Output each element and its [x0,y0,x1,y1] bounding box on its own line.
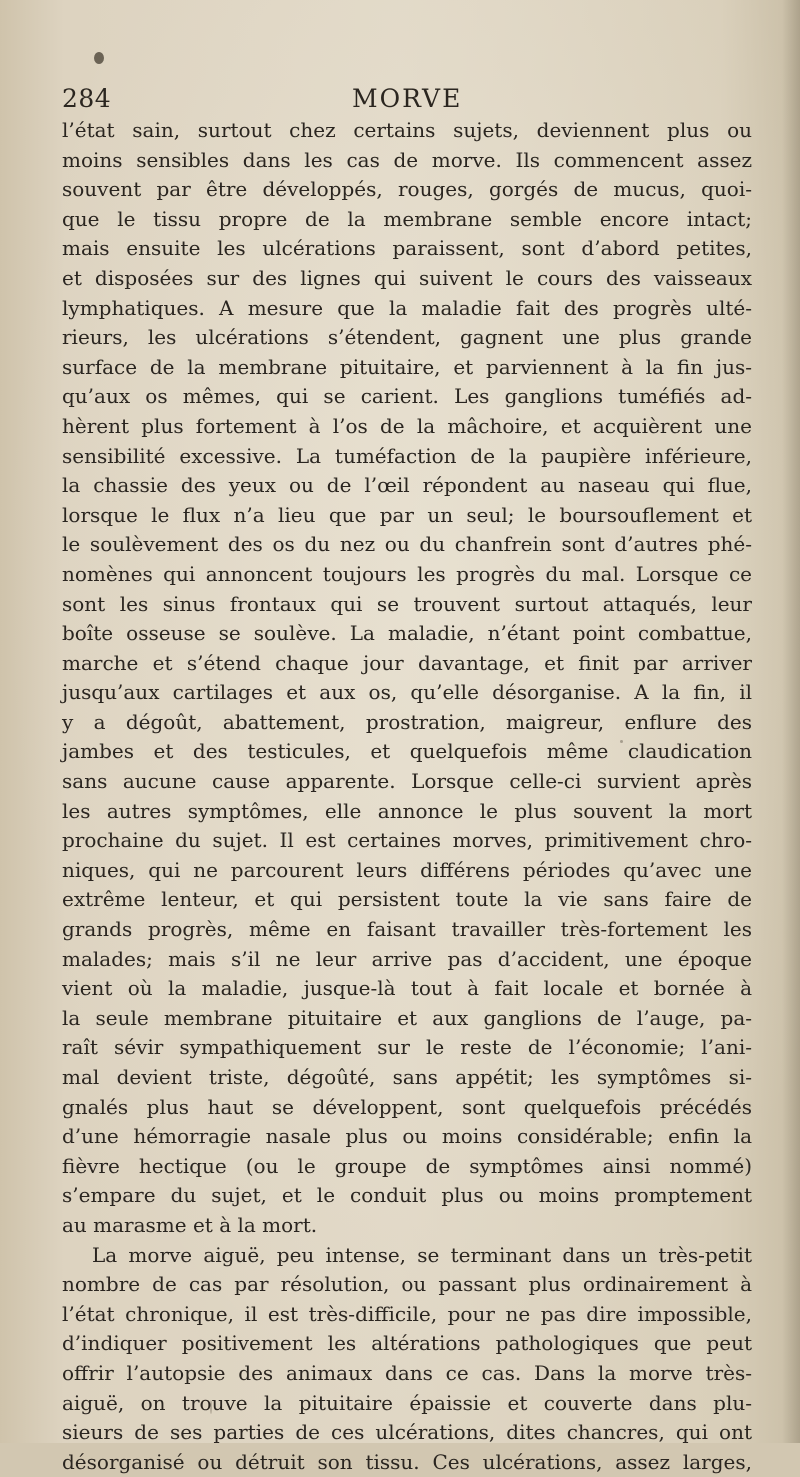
text-line: La morve aiguë, peu intense, se terminant dans un très-petit [92,1242,752,1267]
text-line: l’état sain, surtout chez certains sujets, deviennent plus ou [62,118,752,142]
text-line: nombre de cas par résolution, ou passant plus ordinairement à [62,1272,752,1297]
page-header [62,84,742,118]
text-line: niques, qui ne parcourent leurs différens périodes qu’avec une [62,857,752,882]
text-line: jambes et des testicules, et quelquefois même claudication [62,739,752,764]
text-line: grands progrès, même en faisant travailler très-fortement les [62,917,752,942]
text-line: s’empare du sujet, et le conduit plus ou moins promptement [62,1183,752,1208]
text-line: la seule membrane pituitaire et aux ganglions de l’auge, pa- [62,1005,752,1030]
text-line: offrir l’autopsie des animaux dans ce cas. Dans la morve très- [62,1360,752,1385]
text-line: boîte osseuse se soulève. La maladie, n’étant point combattue, [62,621,752,646]
text-line: raît sévir sympathiquement sur le reste de l’économie; l’ani- [62,1035,752,1060]
text-line: gnalés plus haut se développent, sont quelquefois précédés [62,1094,752,1119]
text-line: hèrent plus fortement à l’os de la mâchoire, et acquièrent une [62,413,752,438]
text-line: fièvre hectique (ou le groupe de symptômes ainsi nommé) [62,1153,752,1178]
text-line: que le tissu propre de la membrane semble encore intact; [62,206,752,231]
text-line: sans aucune cause apparente. Lorsque celle-ci survient après [62,769,752,794]
ink-speck [94,52,104,64]
text-line: mal devient triste, dégoûté, sans appétit; les symptômes si- [62,1065,752,1089]
text-line: lorsque le flux n’a lieu que par un seul; le boursouflement et [62,502,752,527]
text-line: désorganisé ou détruit son tissu. Ces ulcérations, assez larges, [62,1449,752,1474]
text-line: qu’aux os mêmes, qui se carient. Les ganglions tuméfiés ad- [62,384,752,409]
text-line: vient où la maladie, jusque-là tout à fait locale et bornée à [62,976,752,1001]
text-line: jusqu’aux cartilages et aux os, qu’elle désorganise. A la fin, il [62,680,752,705]
text-line: aiguë, on trouve la pituitaire épaissie et couverte dans plu- [62,1390,752,1415]
text-line: extrême lenteur, et qui persistent toute la vie sans faire de [62,887,752,912]
text-line: prochaine du sujet. Il est certaines morves, primitivement chro- [62,828,752,853]
text-line: sont les sinus frontaux qui se trouvent surtout attaqués, leur [62,591,752,616]
text-line: malades; mais s’il ne leur arrive pas d’accident, une époque [62,946,752,971]
text-line: sieurs de ses parties de ces ulcérations, dites chancres, qui ont [62,1420,752,1445]
text-line: nomènes qui annoncent toujours les progrès du mal. Lorsque ce [62,561,752,586]
text-line: au marasme et à la mort. [62,1212,318,1237]
text-line: sensibilité excessive. La tuméfaction de la paupière inférieure, [62,443,752,468]
text-line: mais ensuite les ulcérations paraissent, sont d’abord petites, [62,236,752,261]
body-text [62,116,752,1477]
text-line: les autres symptômes, elle annonce le plus souvent la mort [62,798,752,823]
text-line: lymphatiques. A mesure que la maladie fait des progrès ulté- [62,295,752,320]
text-line: moins sensibles dans les cas de morve. Ils commencent assez [62,147,752,172]
text-line: souvent par être développés, rouges, gorgés de mucus, quoi- [62,177,752,202]
text-line: marche et s’étend chaque jour davantage, et finit par arriver [62,650,752,675]
text-line: d’indiquer positivement les altérations pathologiques que peut [62,1331,752,1356]
text-line: la chassie des yeux ou de l’œil répondent au naseau qui flue, [62,473,752,498]
text-line: y a dégoût, abattement, prostration, maigreur, enflure des [62,709,752,734]
text-line: l’état chronique, il est très-difficile, pour ne pas dire impossible, [62,1301,752,1326]
page-number: 284 [62,84,112,113]
text-line: le soulèvement des os du nez ou du chanfrein sont d’autres phé- [62,532,752,557]
running-head: MORVE [352,84,463,113]
text-line: rieurs, les ulcérations s’étendent, gagnent une plus grande [62,325,752,350]
text-line: surface de la membrane pituitaire, et parviennent à la fin jus- [62,354,752,379]
text-line: et disposées sur des lignes qui suivent le cours des vaisseaux [62,265,752,290]
text-line: d’une hémorragie nasale plus ou moins considérable; enfin la [62,1124,752,1149]
page-edge-shadow [782,0,800,1443]
